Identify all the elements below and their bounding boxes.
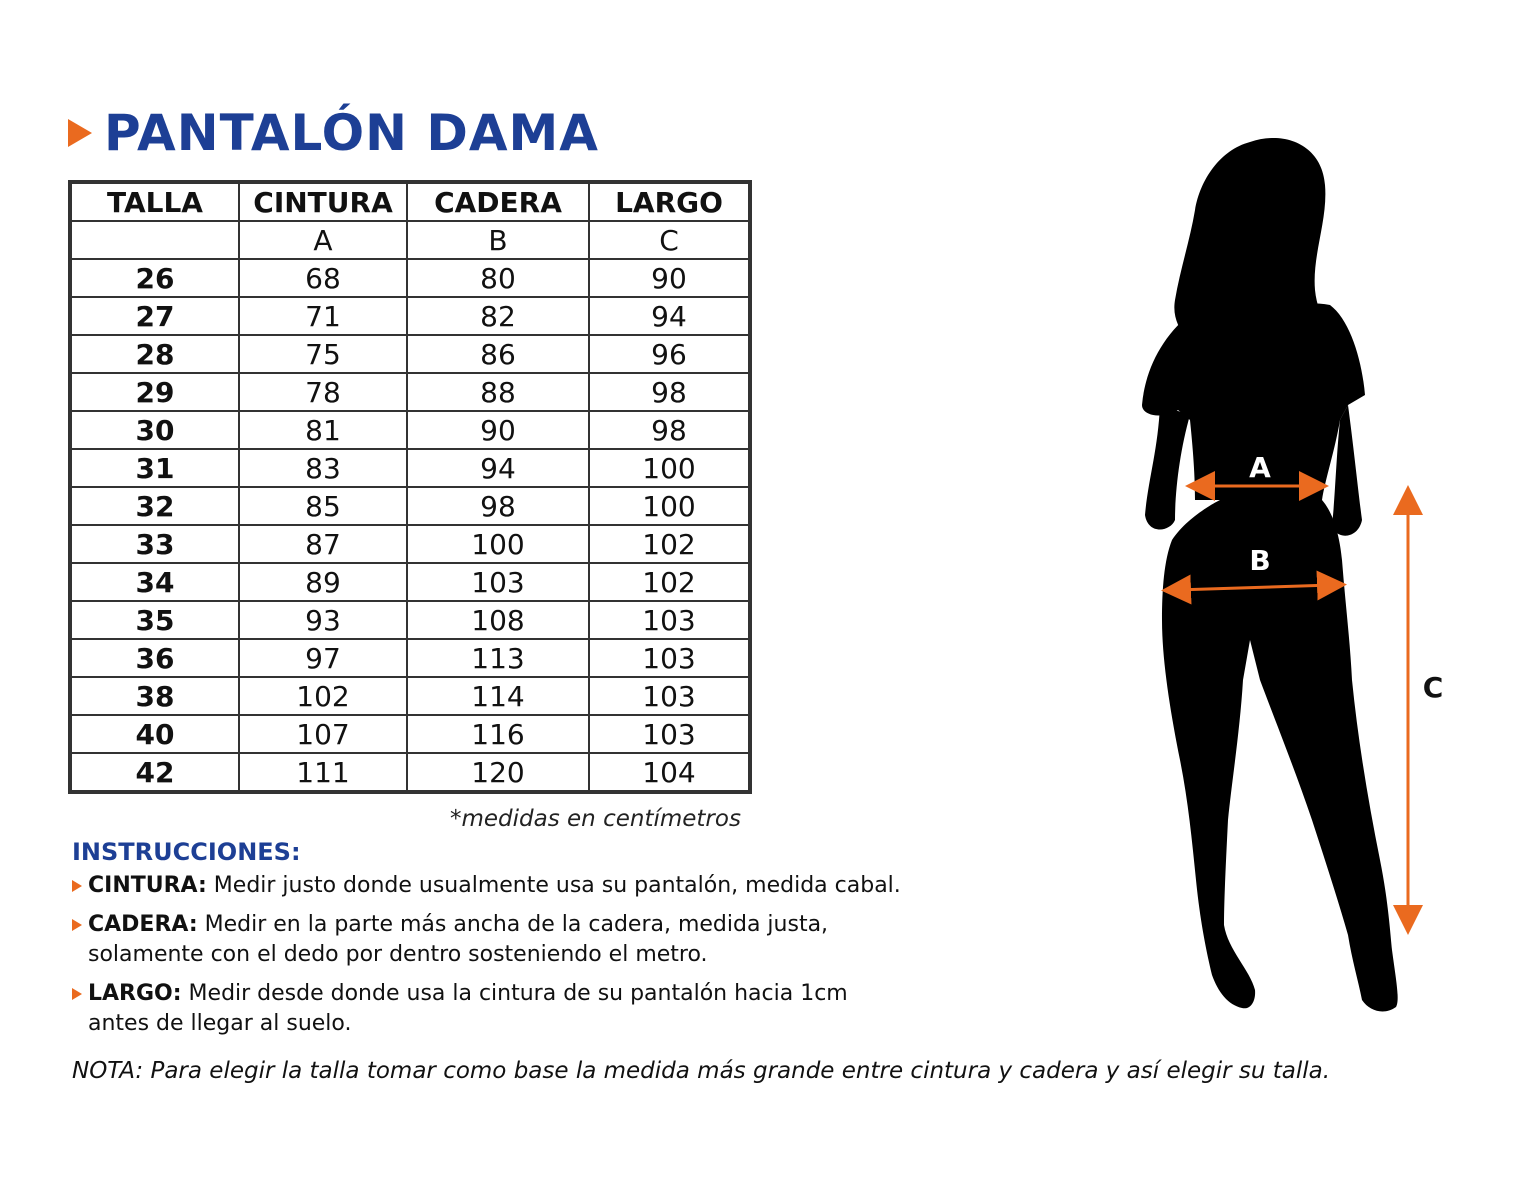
- cell-talla: 42: [70, 753, 239, 792]
- cell-cintura: 81: [239, 411, 407, 449]
- header-cadera: CADERA: [407, 182, 589, 221]
- label-b: B: [1249, 544, 1271, 577]
- cell-talla: 28: [70, 335, 239, 373]
- page-title: PANTALÓN DAMA: [104, 104, 600, 162]
- cell-cintura: 85: [239, 487, 407, 525]
- subheader-largo: C: [589, 221, 750, 259]
- cell-cadera: 103: [407, 563, 589, 601]
- table-row: [70, 449, 750, 487]
- cell-largo: 103: [589, 677, 750, 715]
- cell-cadera: 116: [407, 715, 589, 753]
- bullet-arrow-icon: [72, 919, 82, 931]
- cell-talla: 26: [70, 259, 239, 297]
- table-row: [70, 259, 750, 297]
- instruction-key: CINTURA:: [88, 873, 207, 898]
- cell-cadera: 120: [407, 753, 589, 792]
- subheader-cadera: B: [407, 221, 589, 259]
- table-row: [70, 297, 750, 335]
- table-row: [70, 335, 750, 373]
- cell-cadera: 80: [407, 259, 589, 297]
- cell-largo: 98: [589, 411, 750, 449]
- cell-talla: 29: [70, 373, 239, 411]
- cell-cintura: 89: [239, 563, 407, 601]
- cell-cadera: 100: [407, 525, 589, 563]
- label-a: A: [1249, 451, 1271, 484]
- subheader-talla: [70, 221, 239, 259]
- cell-largo: 94: [589, 297, 750, 335]
- cell-cintura: 83: [239, 449, 407, 487]
- cell-largo: 103: [589, 601, 750, 639]
- cell-cintura: 102: [239, 677, 407, 715]
- instruction-text: Medir desde donde usa la cintura de su pantalón hacia 1cm: [188, 981, 848, 1006]
- cell-largo: 90: [589, 259, 750, 297]
- table-row: [70, 753, 750, 792]
- instruction-text-cont: solamente con el dedo por dentro sosteniendo el metro.: [88, 942, 708, 967]
- size-table: [68, 180, 752, 794]
- cell-talla: 31: [70, 449, 239, 487]
- instruction-text: Medir justo donde usualmente usa su pantalón, medida cabal.: [213, 873, 901, 898]
- instruction-key: LARGO:: [88, 981, 182, 1006]
- cell-cadera: 108: [407, 601, 589, 639]
- cell-cintura: 111: [239, 753, 407, 792]
- cell-cadera: 114: [407, 677, 589, 715]
- cell-talla: 38: [70, 677, 239, 715]
- cell-cintura: 107: [239, 715, 407, 753]
- units-note: *medidas en centímetros: [450, 806, 741, 832]
- label-c: C: [1422, 671, 1444, 704]
- cell-cadera: 86: [407, 335, 589, 373]
- cell-cintura: 68: [239, 259, 407, 297]
- instruction-text-cont: antes de llegar al suelo.: [88, 1011, 352, 1036]
- cell-cintura: 78: [239, 373, 407, 411]
- table-row: [70, 715, 750, 753]
- table-row: [70, 525, 750, 563]
- header-talla: TALLA: [70, 182, 239, 221]
- cell-largo: 102: [589, 525, 750, 563]
- cell-largo: 100: [589, 487, 750, 525]
- title-arrow-icon: [68, 119, 92, 147]
- cell-largo: 104: [589, 753, 750, 792]
- cell-cadera: 98: [407, 487, 589, 525]
- cell-largo: 96: [589, 335, 750, 373]
- instruction-cadera: [72, 910, 952, 970]
- instruction-largo: [72, 979, 952, 1039]
- cell-talla: 30: [70, 411, 239, 449]
- table-row: [70, 563, 750, 601]
- bullet-arrow-icon: [72, 988, 82, 1000]
- cell-cadera: 88: [407, 373, 589, 411]
- cell-cintura: 93: [239, 601, 407, 639]
- instruction-cintura: [72, 871, 952, 901]
- cell-talla: 36: [70, 639, 239, 677]
- cell-talla: 35: [70, 601, 239, 639]
- cell-largo: 98: [589, 373, 750, 411]
- cell-largo: 100: [589, 449, 750, 487]
- cell-cadera: 94: [407, 449, 589, 487]
- header-cintura: CINTURA: [239, 182, 407, 221]
- cell-talla: 32: [70, 487, 239, 525]
- bullet-arrow-icon: [72, 880, 82, 892]
- instructions-heading: INSTRUCCIONES:: [72, 838, 301, 866]
- cell-cintura: 71: [239, 297, 407, 335]
- cell-cintura: 75: [239, 335, 407, 373]
- cell-talla: 33: [70, 525, 239, 563]
- table-row: [70, 677, 750, 715]
- cell-cintura: 87: [239, 525, 407, 563]
- subheader-cintura: A: [239, 221, 407, 259]
- table-row: [70, 373, 750, 411]
- cell-cintura: 97: [239, 639, 407, 677]
- size-note: NOTA: Para elegir la talla tomar como base la medida más grande entre cintura y cadera y así elegir su talla.: [72, 1058, 1331, 1084]
- instruction-text: Medir en la parte más ancha de la cadera, medida justa,: [204, 912, 829, 937]
- table-row: [70, 601, 750, 639]
- cell-largo: 103: [589, 715, 750, 753]
- cell-talla: 40: [70, 715, 239, 753]
- cell-largo: 102: [589, 563, 750, 601]
- table-row: [70, 411, 750, 449]
- table-row: [70, 487, 750, 525]
- cell-cadera: 113: [407, 639, 589, 677]
- cell-talla: 27: [70, 297, 239, 335]
- header-largo: LARGO: [589, 182, 750, 221]
- table-header-row: [70, 182, 750, 221]
- cell-cadera: 90: [407, 411, 589, 449]
- silhouette-figure: [1100, 120, 1480, 1020]
- cell-largo: 103: [589, 639, 750, 677]
- cell-talla: 34: [70, 563, 239, 601]
- title-block: [68, 104, 599, 162]
- cell-cadera: 82: [407, 297, 589, 335]
- table-row: [70, 639, 750, 677]
- table-subheader-row: [70, 221, 750, 259]
- instruction-key: CADERA:: [88, 912, 198, 937]
